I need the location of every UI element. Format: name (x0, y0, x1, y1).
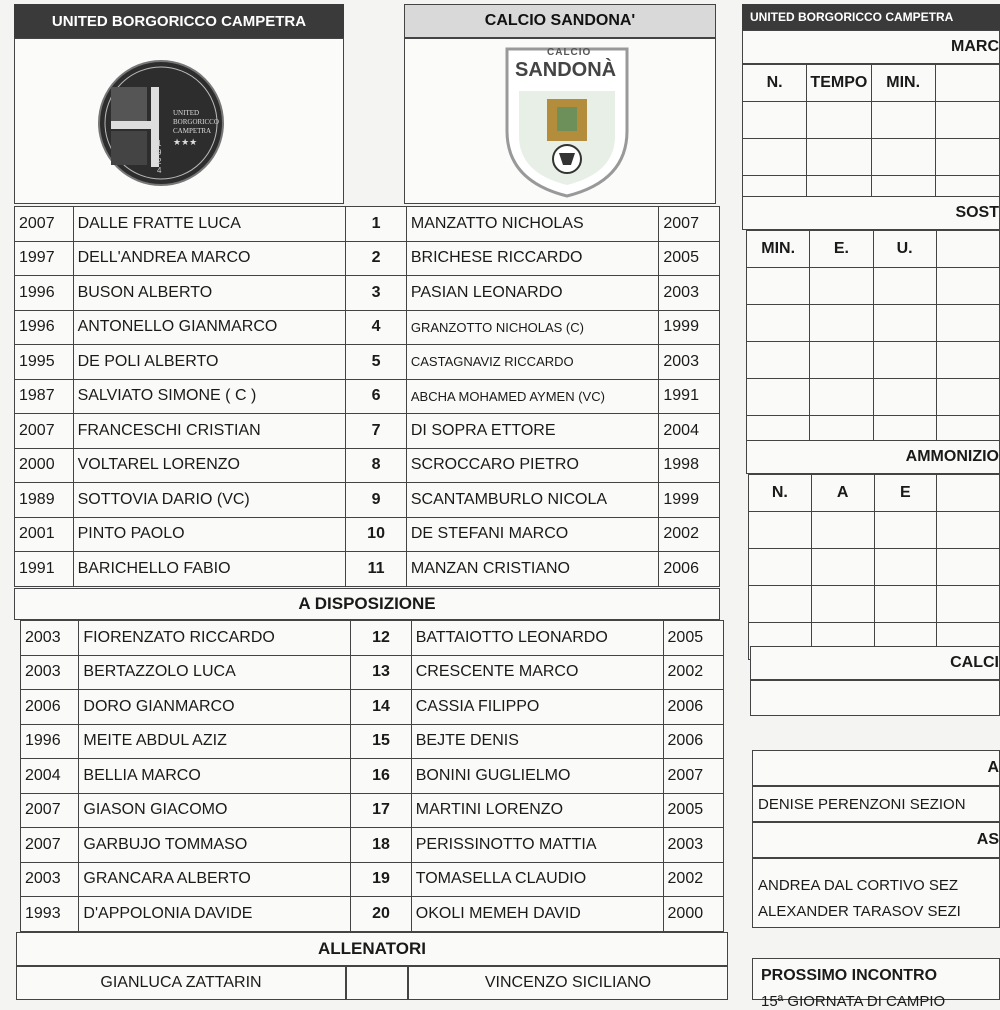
away-player-year: 2007 (659, 207, 720, 242)
away-player-name: SCROCCARO PIETRO (406, 448, 659, 483)
away-team-header: CALCIO SANDONA' (404, 4, 716, 38)
marcatori-label: MARC (742, 30, 1000, 64)
away-player-year: 2003 (659, 345, 720, 380)
goals-col-header: N. (743, 65, 807, 102)
calci-label: CALCI (750, 646, 1000, 680)
home-logo-stars: ★★★ (173, 137, 198, 147)
home-player-year: 2000 (15, 448, 74, 483)
home-player-name: GARBUJO TOMMASO (79, 828, 351, 863)
subs-cell (936, 305, 999, 342)
goals-cell (743, 102, 807, 139)
subs-cell (936, 379, 999, 416)
amm-cell (811, 586, 874, 623)
goals-table (742, 64, 1000, 213)
away-player-year: 2005 (663, 793, 723, 828)
shirt-number: 2 (346, 241, 407, 276)
roster-row (15, 345, 720, 380)
subs-cell (873, 268, 936, 305)
shirt-number: 6 (346, 379, 407, 414)
shirt-number: 15 (351, 724, 411, 759)
referee-name: DENISE PERENZONI SEZION (752, 786, 1000, 822)
calci-box (750, 680, 1000, 716)
away-player-year: 2003 (663, 828, 723, 863)
subs-cell (810, 379, 873, 416)
ammonizioni-label: AMMONIZIO (746, 440, 1000, 474)
away-player-year: 1999 (659, 483, 720, 518)
home-player-year: 2007 (15, 207, 74, 242)
home-player-name: BERTAZZOLO LUCA (79, 655, 351, 690)
away-player-name: MANZATTO NICHOLAS (406, 207, 659, 242)
amm-col-header: A (811, 475, 874, 512)
amm-cell (811, 512, 874, 549)
away-player-name: CRESCENTE MARCO (411, 655, 663, 690)
amm-col-extra (937, 475, 1000, 512)
away-player-year: 2002 (663, 862, 723, 897)
roster-row (21, 862, 724, 897)
shirt-number: 16 (351, 759, 411, 794)
roster-row (21, 690, 724, 725)
away-logo-top: CALCIO (547, 47, 592, 58)
home-player-year: 2007 (21, 793, 79, 828)
home-player-name: DORO GIANMARCO (79, 690, 351, 725)
shirt-number: 19 (351, 862, 411, 897)
shirt-number: 17 (351, 793, 411, 828)
goals-cell (871, 102, 935, 139)
roster-row (15, 310, 720, 345)
amm-cell (874, 549, 937, 586)
goals-row (743, 102, 1000, 139)
roster-row (15, 414, 720, 449)
shirt-number: 8 (346, 448, 407, 483)
subs-cell (936, 268, 999, 305)
away-player-year: 1998 (659, 448, 720, 483)
shirt-number: 11 (346, 552, 407, 587)
home-player-name: MEITE ABDUL AZIZ (79, 724, 351, 759)
home-player-name: PINTO PAOLO (73, 517, 346, 552)
coach-gap (346, 966, 408, 1000)
shirt-number: 9 (346, 483, 407, 518)
roster-row (15, 448, 720, 483)
roster-row (15, 241, 720, 276)
away-player-name: DI SOPRA ETTORE (406, 414, 659, 449)
subs-cell (810, 305, 873, 342)
home-player-name: ANTONELLO GIANMARCO (73, 310, 346, 345)
home-player-name: DALLE FRATTE LUCA (73, 207, 346, 242)
subs-row (747, 268, 1000, 305)
home-player-year: 1996 (15, 310, 74, 345)
home-logo-year: 1924 (157, 139, 162, 175)
goals-cell (871, 139, 935, 176)
home-player-year: 2003 (21, 621, 79, 656)
away-player-name: PERISSINOTTO MATTIA (411, 828, 663, 863)
amm-cell (937, 586, 1000, 623)
shirt-number: 3 (346, 276, 407, 311)
away-player-name: DE STEFANI MARCO (406, 517, 659, 552)
home-team-header: UNITED BORGORICCO CAMPETRA (14, 4, 344, 38)
home-player-name: FRANCESCHI CRISTIAN (73, 414, 346, 449)
home-player-year: 1996 (21, 724, 79, 759)
home-logo-text: UNITED BORGORICCO CAMPETRA (173, 109, 219, 135)
home-player-year: 2007 (21, 828, 79, 863)
home-player-name: BELLIA MARCO (79, 759, 351, 794)
subs-col-header: U. (873, 231, 936, 268)
amm-cell (749, 549, 812, 586)
roster-row (15, 207, 720, 242)
home-player-year: 1989 (15, 483, 74, 518)
home-player-year: 1996 (15, 276, 74, 311)
goals-cell (935, 102, 999, 139)
subs-cell (747, 379, 810, 416)
home-player-name: D'APPOLONIA DAVIDE (79, 897, 351, 932)
shirt-number: 12 (351, 621, 411, 656)
sostituzioni-label: SOST (742, 196, 1000, 230)
away-player-year: 2000 (663, 897, 723, 932)
home-player-name: FIORENZATO RICCARDO (79, 621, 351, 656)
goals-cell (743, 139, 807, 176)
assistant-1: ANDREA DAL CORTIVO SEZ (758, 877, 959, 894)
home-player-name: GRANCARA ALBERTO (79, 862, 351, 897)
home-player-name: BARICHELLO FABIO (73, 552, 346, 587)
roster-row (15, 276, 720, 311)
away-player-name: PASIAN LEONARDO (406, 276, 659, 311)
away-player-year: 2006 (663, 724, 723, 759)
home-logo-box (14, 38, 344, 204)
amm-table (748, 474, 1000, 660)
away-coach: VINCENZO SICILIANO (408, 966, 728, 1000)
away-player-name: GRANZOTTO NICHOLAS (C) (406, 310, 659, 345)
roster-row (21, 655, 724, 690)
home-player-year: 1987 (15, 379, 74, 414)
roster-row (21, 828, 724, 863)
away-player-name: MANZAN CRISTIANO (406, 552, 659, 587)
home-player-name: SALVIATO SIMONE ( C ) (73, 379, 346, 414)
shirt-number: 14 (351, 690, 411, 725)
subs-cell (747, 342, 810, 379)
shirt-number: 10 (346, 517, 407, 552)
home-player-name: DE POLI ALBERTO (73, 345, 346, 380)
away-player-year: 2006 (659, 552, 720, 587)
coaches-title: ALLENATORI (16, 932, 728, 966)
away-player-year: 2007 (663, 759, 723, 794)
shirt-number: 4 (346, 310, 407, 345)
amm-cell (937, 549, 1000, 586)
goals-cell (935, 139, 999, 176)
away-player-name: BEJTE DENIS (411, 724, 663, 759)
away-player-year: 2003 (659, 276, 720, 311)
subs-cell (873, 342, 936, 379)
arbitro-label: A (752, 750, 1000, 786)
goals-cell (807, 139, 871, 176)
away-player-name: BRICHESE RICCARDO (406, 241, 659, 276)
amm-cell (937, 512, 1000, 549)
assistenti-label: AS (752, 822, 1000, 858)
away-player-year: 2006 (663, 690, 723, 725)
home-player-name: GIASON GIACOMO (79, 793, 351, 828)
next-match-sub: 15ª GIORNATA DI CAMPIO (761, 993, 946, 1010)
away-logo-name: SANDONÀ (515, 59, 617, 81)
away-player-name: BATTAIOTTO LEONARDO (411, 621, 663, 656)
goals-cell (807, 102, 871, 139)
roster-row (15, 552, 720, 587)
home-player-year: 1995 (15, 345, 74, 380)
assistants-box (752, 858, 1000, 928)
goals-row (743, 139, 1000, 176)
subs-cell (810, 342, 873, 379)
home-player-name: SOTTOVIA DARIO (VC) (73, 483, 346, 518)
roster-row (15, 517, 720, 552)
away-player-name: CASSIA FILIPPO (411, 690, 663, 725)
subs-table (746, 230, 1000, 453)
goals-col-extra (935, 65, 999, 102)
amm-row (749, 549, 1000, 586)
roster-row (15, 483, 720, 518)
home-player-year: 2004 (21, 759, 79, 794)
away-player-year: 2005 (659, 241, 720, 276)
subs-cell (873, 379, 936, 416)
bench-title: A DISPOSIZIONE (14, 588, 720, 620)
home-player-year: 2006 (21, 690, 79, 725)
away-player-name: TOMASELLA CLAUDIO (411, 862, 663, 897)
subs-col-extra (936, 231, 999, 268)
away-logo-box (404, 38, 716, 204)
shirt-number: 13 (351, 655, 411, 690)
home-player-year: 1997 (15, 241, 74, 276)
roster-row (21, 793, 724, 828)
home-player-name: VOLTAREL LORENZO (73, 448, 346, 483)
away-player-name: SCANTAMBURLO NICOLA (406, 483, 659, 518)
next-match-label: PROSSIMO INCONTRO (761, 967, 938, 984)
home-player-year: 1993 (21, 897, 79, 932)
away-player-year: 1999 (659, 310, 720, 345)
away-player-year: 1991 (659, 379, 720, 414)
roster-row (15, 379, 720, 414)
home-player-name: BUSON ALBERTO (73, 276, 346, 311)
home-player-year: 2003 (21, 862, 79, 897)
away-player-name: CASTAGNAVIZ RICCARDO (406, 345, 659, 380)
starters-table (14, 206, 720, 587)
subs-col-header: E. (810, 231, 873, 268)
amm-col-header: E (874, 475, 937, 512)
amm-cell (874, 586, 937, 623)
roster-row (21, 759, 724, 794)
away-player-year: 2002 (659, 517, 720, 552)
subs-row (747, 379, 1000, 416)
roster-row (21, 897, 724, 932)
subs-row (747, 305, 1000, 342)
home-player-year: 2003 (21, 655, 79, 690)
amm-row (749, 512, 1000, 549)
amm-col-header: N. (749, 475, 812, 512)
bench-table (20, 620, 724, 932)
right-header: UNITED BORGORICCO CAMPETRA (742, 4, 1000, 30)
amm-cell (749, 586, 812, 623)
amm-cell (749, 512, 812, 549)
shirt-number: 20 (351, 897, 411, 932)
roster-row (21, 724, 724, 759)
home-coach: GIANLUCA ZATTARIN (16, 966, 346, 1000)
home-player-year: 2007 (15, 414, 74, 449)
away-player-name: BONINI GUGLIELMO (411, 759, 663, 794)
subs-cell (873, 305, 936, 342)
shirt-number: 1 (346, 207, 407, 242)
subs-cell (747, 268, 810, 305)
subs-cell (936, 342, 999, 379)
home-player-year: 2001 (15, 517, 74, 552)
shirt-number: 7 (346, 414, 407, 449)
away-player-name: OKOLI MEMEH DAVID (411, 897, 663, 932)
goals-col-header: MIN. (871, 65, 935, 102)
subs-row (747, 342, 1000, 379)
amm-cell (874, 512, 937, 549)
assistant-2: ALEXANDER TARASOV SEZI (758, 903, 961, 920)
shirt-number: 5 (346, 345, 407, 380)
subs-cell (747, 305, 810, 342)
away-player-name: ABCHA MOHAMED AYMEN (VC) (406, 379, 659, 414)
subs-col-header: MIN. (747, 231, 810, 268)
goals-col-header: TEMPO (807, 65, 871, 102)
amm-row (749, 586, 1000, 623)
home-player-year: 1991 (15, 552, 74, 587)
subs-cell (810, 268, 873, 305)
shirt-number: 18 (351, 828, 411, 863)
away-player-year: 2005 (663, 621, 723, 656)
next-match-box (752, 958, 1000, 1010)
home-player-name: DELL'ANDREA MARCO (73, 241, 346, 276)
away-player-year: 2002 (663, 655, 723, 690)
away-player-name: MARTINI LORENZO (411, 793, 663, 828)
roster-row (21, 621, 724, 656)
amm-cell (811, 549, 874, 586)
away-player-year: 2004 (659, 414, 720, 449)
